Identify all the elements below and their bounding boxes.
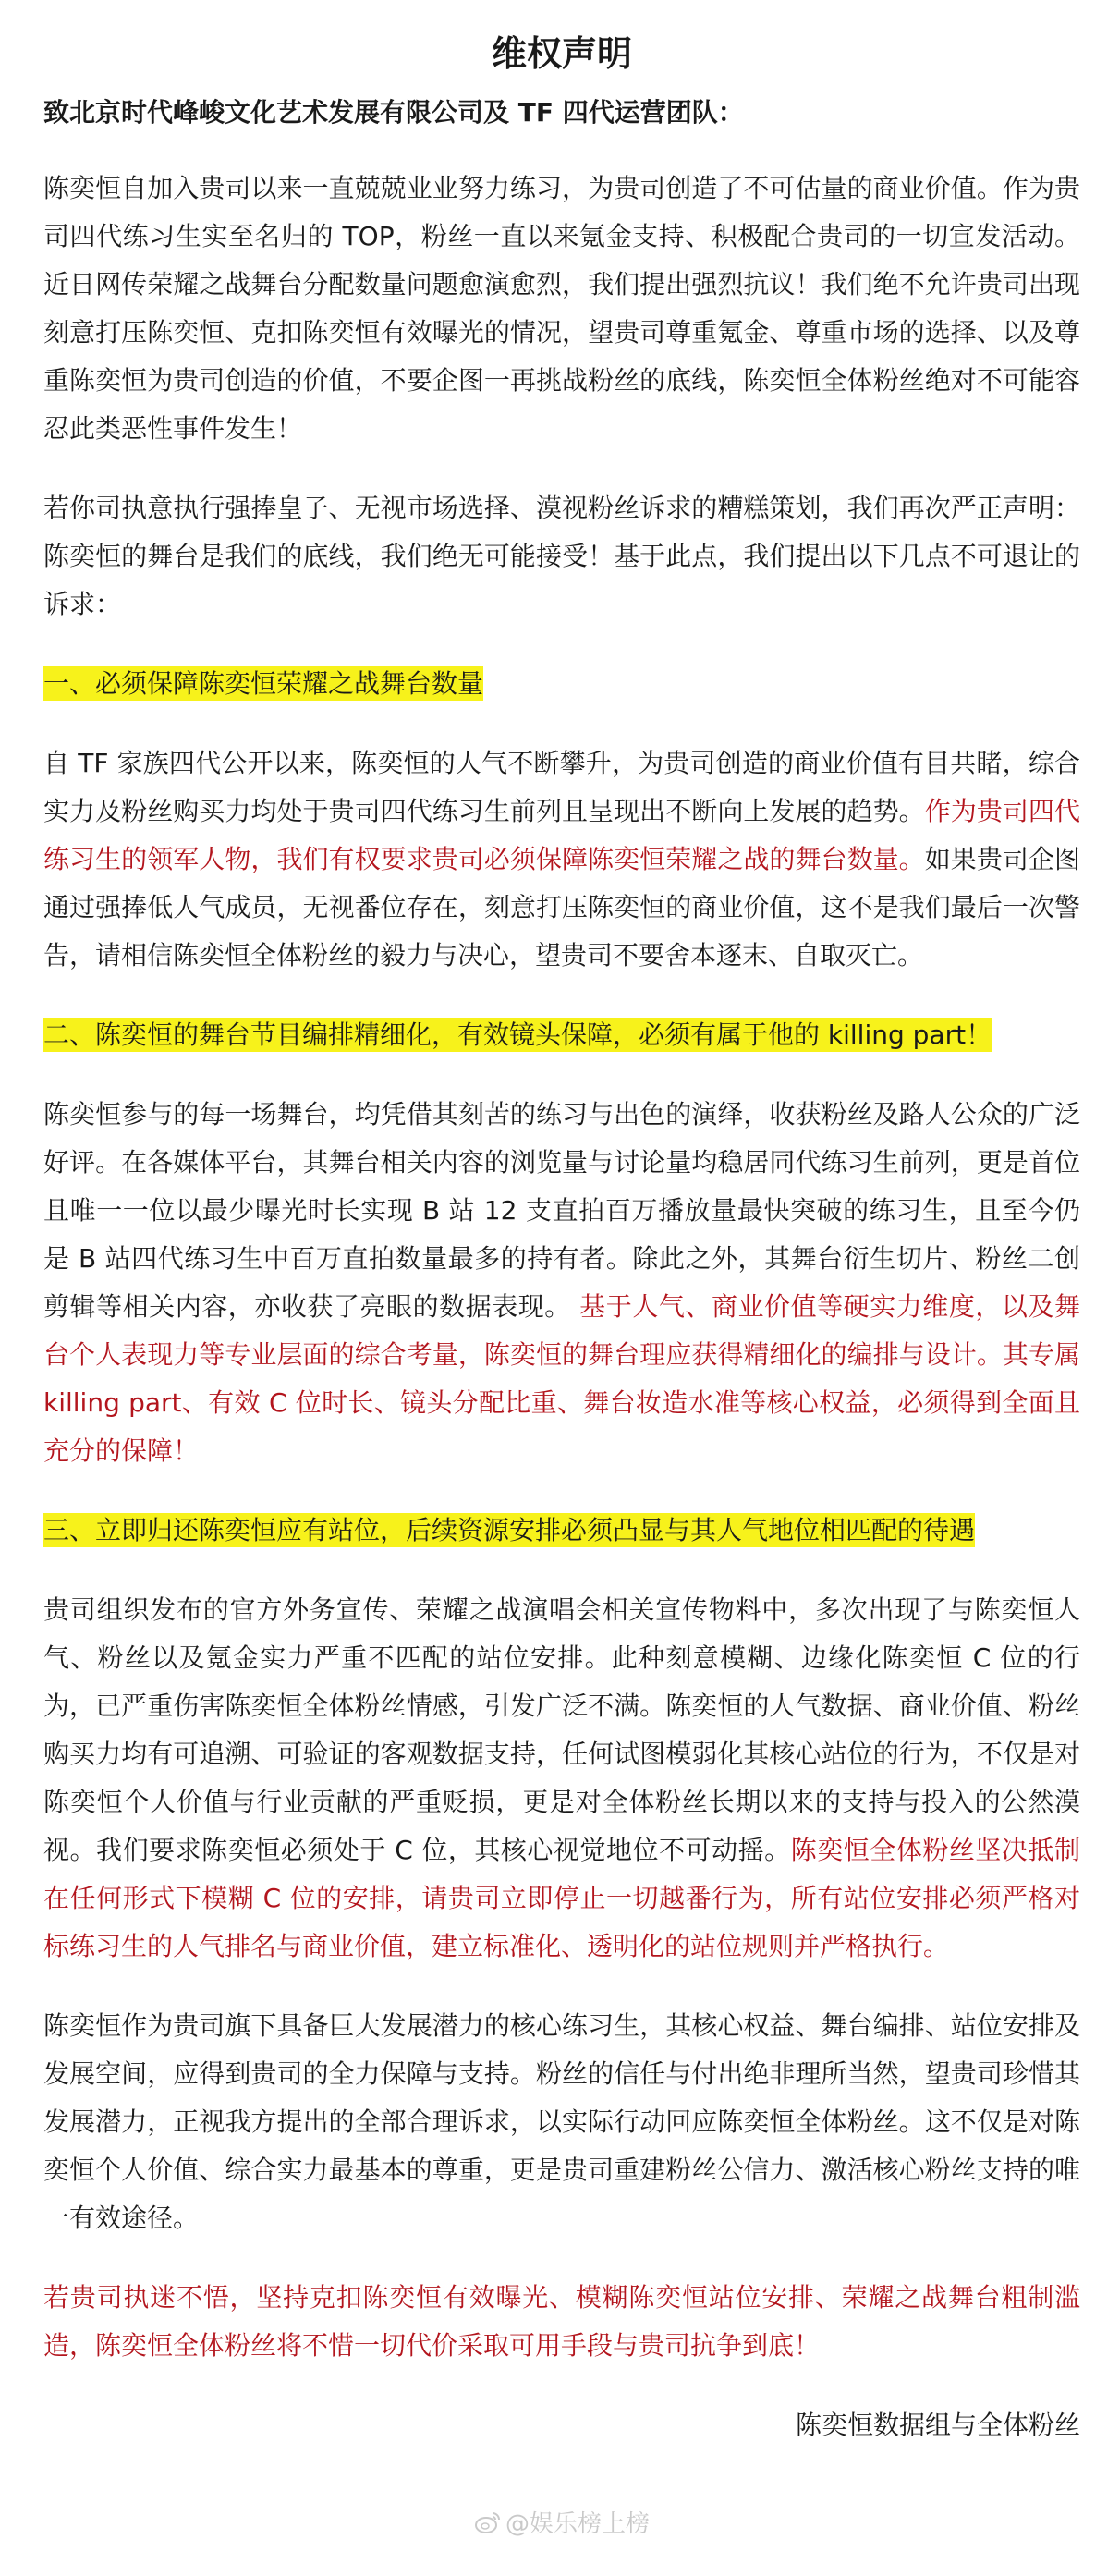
- paragraph-closing: 陈奕恒作为贵司旗下具备巨大发展潜力的核心练习生，其核心权益、舞台编排、站位安排及发展空间，应得到贵司的全力保障与支持。粉丝的信任与付出绝非理所当然，望贵司珍惜其发展潜力，正视我方提出的全部合理诉求，以实际行动回应陈奕恒全体粉丝。这不仅是对陈奕恒个人价值、综合实力最基本的尊重，更是贵司重建粉丝公信力、激活核心粉丝支持的唯一有效途径。: [43, 2010, 1080, 2233]
- heading-text: 二、陈奕恒的舞台节目编排精细化，有效镜头保障，必须有属于他的 killing part！: [43, 1019, 992, 1050]
- emphasis-text: 基于人气、商业价值等硬实力维度，以及舞台个人表现力等专业层面的综合考量，陈奕恒的舞台理应获得精细化的编排与设计。其专属 killing part、有效 C 位时长、镜头分配比重、舞台妆造水准等核心权益，必须得到全面且充分的保障！: [43, 1291, 1080, 1466]
- text: 陈奕恒参与的每一场舞台，均凭借其刻苦的练习与出色的演绎，收获粉丝及路人公众的广泛好评。在各媒体平台，其舞台相关内容的浏览量与讨论量均稳居同代练习生前列，更是首位且唯一一位以最少曝光时长实现 B 站 12 支直拍百万播放量最快突破的练习生，且至今仍是 B 站四代练习生中百万直拍数量最多的持有者。除此之外，其舞台衍生切片、粉丝二创剪辑等相关内容，亦收获了亮眼的数据表现。: [43, 1099, 1080, 1322]
- signature: 陈奕恒数据组与全体粉丝: [795, 2410, 1080, 2440]
- emphasis-text: 作为贵司四代练习生的领军人物，我们有权要求贵司必须保障陈奕恒荣耀之战的舞台数量。: [43, 796, 1080, 874]
- heading-demand-2: [43, 1011, 1080, 1059]
- weibo-logo-icon: [474, 2509, 502, 2535]
- paragraph-intro: 陈奕恒自加入贵司以来一直兢兢业业努力练习，为贵司创造了不可估量的商业价值。作为贵司四代练习生实至名归的 TOP，粉丝一直以来氪金支持、积极配合贵司的一切宣发活动。近日网传荣耀之战舞台分配数量问题愈演愈烈，我们提出强烈抗议！我们绝不允许贵司出现刻意打压陈奕恒、克扣陈奕恒有效曝光的情况，望贵司尊重氪金、尊重市场的选择、以及尊重陈奕恒为贵司创造的价值，不要企图一再挑战粉丝的底线，陈奕恒全体粉丝绝对不可能容忍此类恶性事件发生！: [43, 173, 1080, 444]
- salutation: 致北京时代峰峻文化艺术发展有限公司及 TF 四代运营团队：: [43, 97, 744, 128]
- paragraph-demands-intro: 若你司执意执行强捧皇子、无视市场选择、漠视粉丝诉求的糟糕策划，我们再次严正声明：陈奕恒的舞台是我们的底线，我们绝无可能接受！基于此点，我们提出以下几点不可退让的诉求：: [43, 493, 1080, 619]
- text: 自 TF 家族四代公开以来，陈奕恒的人气不断攀升，为贵司创造的商业价值有目共睹，综合实力及粉丝购买力均处于贵司四代练习生前列且呈现出不断向上发展的趋势。: [43, 748, 1080, 826]
- heading-demand-3: [43, 1507, 1080, 1555]
- watermark: [43, 2505, 1080, 2539]
- paragraph-demand-1: [43, 739, 1080, 980]
- heading-demand-1: [43, 660, 1080, 708]
- emphasis-text: 陈奕恒全体粉丝坚决抵制在任何形式下模糊 C 位的安排，请贵司立即停止一切越番行为，所有站位安排必须严格对标练习生的人气排名与商业价值，建立标准化、透明化的站位规则并严格执行。: [43, 1835, 1080, 1961]
- paragraph-warning: 若贵司执迷不悟，坚持克扣陈奕恒有效曝光、模糊陈奕恒站位安排、荣耀之战舞台粗制滥造，陈奕恒全体粉丝将不惜一切代价采取可用手段与贵司抗争到底！: [43, 2282, 1080, 2361]
- text: 贵司组织发布的官方外务宣传、荣耀之战演唱会相关宣传物料中，多次出现了与陈奕恒人气、粉丝以及氪金实力严重不匹配的站位安排。此种刻意模糊、边缘化陈奕恒 C 位的行为，已严重伤害陈奕恒全体粉丝情感，引发广泛不满。陈奕恒的人气数据、商业价值、粉丝购买力均有可追溯、可验证的客观数据支持，任何试图模弱化其核心站位的行为，不仅是对陈奕恒个人价值与行业贡献的严重贬损，更是对全体粉丝长期以来的支持与投入的公然漠视。我们要求陈奕恒必须处于 C 位，其核心视觉地位不可动摇。: [43, 1594, 1080, 1865]
- watermark-text: @娱乐榜上榜: [505, 2510, 650, 2538]
- text: 如果贵司企图通过强捧低人气成员，无视番位存在，刻意打压陈奕恒的商业价值，这不是我们最后一次警告，请相信陈奕恒全体粉丝的毅力与决心，望贵司不要舍本逐末、自取灭亡。: [43, 844, 1080, 971]
- paragraph-demand-2: [43, 1091, 1080, 1475]
- page-title: 维权声明: [491, 33, 632, 74]
- paragraph-demand-3: [43, 1586, 1080, 1971]
- heading-text: 一、必须保障陈奕恒荣耀之战舞台数量: [43, 668, 484, 699]
- heading-text: 三、立即归还陈奕恒应有站位，后续资源安排必须凸显与其人气地位相匹配的待遇: [43, 1515, 976, 1545]
